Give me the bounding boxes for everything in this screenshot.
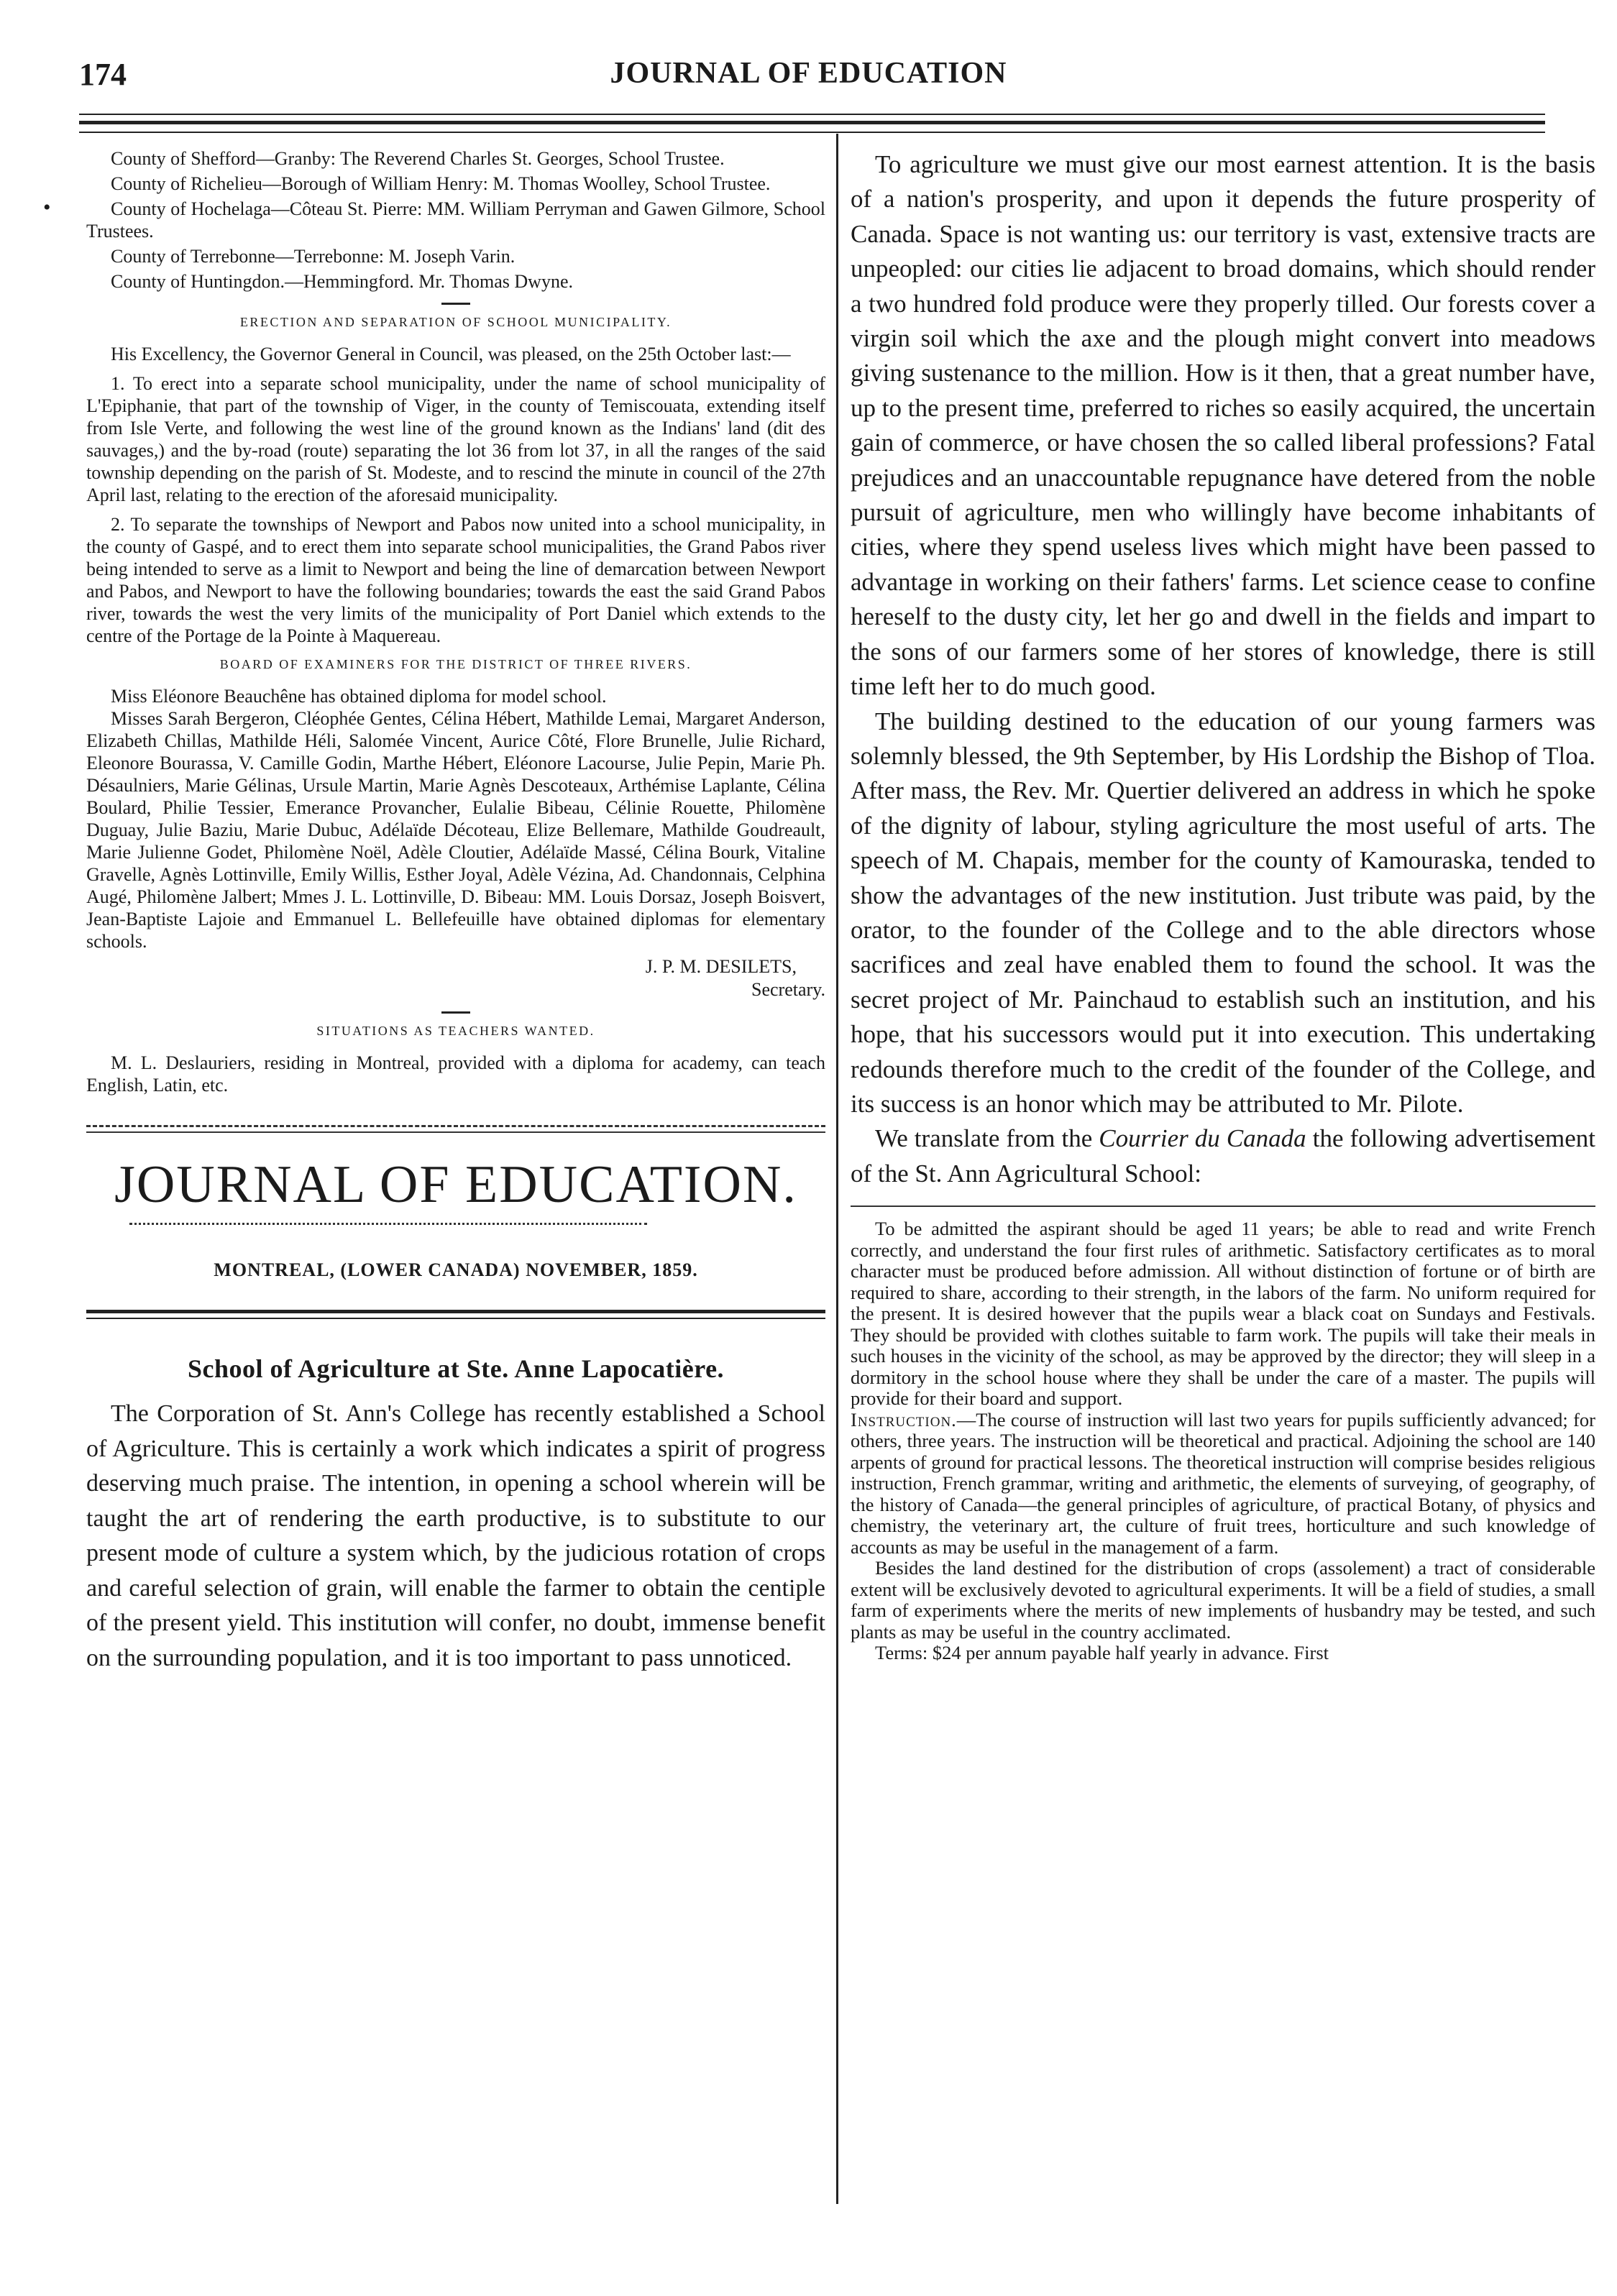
signature-name: J. P. M. DESILETS,	[645, 956, 797, 977]
header-rule	[79, 114, 1545, 115]
erection-item: 2. To separate the townships of Newport and Pabos now united into a school municipality, in the county of Gaspé, and to erect them into separate school municipalities, the Grand Pabos river being intended to serve as a limit to Newport and being the line of demarcation between Newport and Pabos, and Newport to have the following boundaries; towards the east the said Grand Pabos river, towards the west the very limits of the municipality of Port Daniel which extends to the centre of the Portage de la Pointe à Maquereau.	[86, 514, 825, 646]
column-divider	[836, 134, 838, 2204]
section-dash	[441, 1011, 470, 1014]
board-paragraph: Misses Sarah Bergeron, Cléophée Gentes, Célina Hébert, Mathilde Lemai, Margaret Anderson, Elizabeth Chillas, Mathilde Héli, Salomée Vincent, Aurice Côté, Flore Brunelle, Julie Richard, Eleonore Bourassa, V. Camille Godin, Marthe Hébert, Eléonore Lacourse, Julie Pepin, Marie Ph. Désaulniers, Marie Gélinas, Ursule Martin, Marie Agnès Descoteaux, Arthémise Laplante, Célina Boulard, Philie Tessier, Emerance Provancher, Eulalie Bibeau, Célinie Rouette, Philomène Duguay, Julie Baziu, Marie Dubuc, Adélaïde Décoteau, Elize Bellemare, Mathilde Goudreault, Marie Julienne Godet, Philomène Noël, Adèle Cloutier, Adélaïde Massé, Célina Bourk, Vitaline Gravelle, Agnès Lottinville, Emily Willis, Esther Joyal, Adèle Vézina, Ad. Chandonnais, Celphina Augé, Philomène Jalbert; Mmes J. L. Lottinville, D. Bibeau: MM. Louis Dorsaz, Joseph Boisvert, Jean-Baptiste Lajoie and Emmanuel L. Bellefeuille have obtained diplomas for elementary schools.	[86, 708, 825, 952]
advertisement-paragraph: To be admitted the aspirant should be aged 11 years; be able to read and write French correctly, and understand the four first rules of arithmetic. Satisfactory certificates as to moral character must be produced before admission. All without distinction of fortune or of birth are required to share, according to their strength, in the labors of the farm. No uniform required for the present. It is desired however that the pupils wear a black coat on Sundays and Festivals. They should be provided with clothes suitable to farm work. The pupils will take their meals in such houses in the vicinity of the school, as may be approved by the director; they will sleep in a dormitory in the school house where they shall be under the care of a master. The pupils will provide for their board and support.	[851, 1218, 1595, 1410]
dateline: MONTREAL, (LOWER CANADA) NOVEMBER, 1859.	[214, 1259, 698, 1280]
paragraph-text: —The course of instruction will last two years for pupils sufficiently advanced; for others, three years. The instruction will be theoretical and practical. Adjoining the school are 140 arpents of ground for practical lessons. The theoretical instruction will comprise besides religious instruction, French grammar, writing and arithmetic, the elements of surveying, of geography, of the history of Canada—the general principles of agriculture, of practical Botany, of physics and chemistry, the veterinary art, the culture of fruit trees, horticulture and such knowledge of accounts as may be useful in the management of a farm.	[851, 1408, 1595, 1558]
instruction-label: Instruction.	[851, 1408, 957, 1431]
article-title: School of Agriculture at Ste. Anne Lapocatière.	[187, 1354, 725, 1383]
appointment-entry: County of Terrebonne—Terrebonne: M. Joseph Varin.	[111, 246, 516, 267]
article-paragraph: The Corporation of St. Ann's College has recently established a School of Agriculture. This is certainly a work which indicates a spirit of progress deserving much praise. The intention, in opening a school wherein will be taught the art of rendering the earth productive, is to substitute to our present mode of culture a system which, by the judicious rotation of crops and careful selection of grain, will enable the farmer to obtain the centiple of the present yield. This institution will confer, no doubt, immense benefit on the surrounding population, and it is too important to pass unnoticed.	[86, 1400, 825, 1671]
header-rule-thick	[79, 121, 1545, 124]
advertisement-paragraph: Besides the land destined for the distribution of crops (assolement) a tract of considerable extent will be exclusively devoted to agricultural experiments. It will be a field of studies, a small farm of experiments where the merits of new implements of husbandry may be tested, and such plants as may be useful in the country acclimated.	[851, 1557, 1595, 1643]
masthead-ornament	[129, 1223, 647, 1225]
appointment-entry: County of Shefford—Granby: The Reverend Charles St. Georges, School Trustee.	[111, 148, 725, 169]
situations-heading: SITUATIONS AS TEACHERS WANTED.	[316, 1024, 595, 1038]
header-rule-thin	[79, 132, 1545, 133]
advertisement-paragraph	[851, 1410, 1595, 1558]
right-column	[851, 147, 1595, 1664]
article-paragraph: To agriculture we must give our most earnest attention. It is the basis of a nation's prosperity, and upon it depends the future prosperity of Canada. Space is not wanting us: our territory is vast, extensive tracts are unpeopled: our cities lie adjacent to broad domains, which should render a two hundred fold produce were they properly tilled. Our forests cover a virgin soil which the axe and the plough might convert into meadows giving sustenance to the million. How is it then, that a great number have, up to the present time, preferred to riches so easily acquired, the uncertain gain of commerce, or have chosen the so called liberal professions? Fatal prejudices and an unaccountable repugnance have detered from the noble pursuit of agriculture, men who willingly have become inhabitants of cities, where they spend useless lives which might have been passed to advantage in working on their fathers' farms. Let science cease to confine hereself to the dusty city, let her go and dwell in the fields and impart to the sons of our farmers some of her stores of knowledge, there is still time left her to do much good.	[851, 150, 1595, 701]
appointment-entry: County of Hochelaga—Côteau St. Pierre: MM. William Perryman and Gawen Gilmore, School Trustees.	[86, 198, 825, 242]
left-column	[86, 147, 825, 1676]
margin-mark: •	[43, 196, 51, 219]
masthead-title: JOURNAL OF EDUCATION.	[114, 1155, 797, 1214]
board-heading: BOARD OF EXAMINERS FOR THE DISTRICT OF THREE RIVERS.	[219, 657, 692, 671]
newspaper-name: Courrier du Canada	[1099, 1124, 1306, 1153]
masthead-bottom-rule	[86, 1310, 825, 1313]
erection-heading: ERECTION AND SEPARATION OF SCHOOL MUNICIPALITY.	[239, 315, 672, 329]
article-paragraph: The building destined to the education of our young farmers was solemnly blessed, the 9th September, by His Lordship the Bishop of Tloa. After mass, the Rev. Mr. Quertier delivered an address in which he spoke of the dignity of labour, styling agriculture the most useful of arts. The speech of M. Chapais, member for the county of Kamouraska, tended to show the advantages of the new institution. Just tribute was paid, by the orator, to the founder of the College and to the able directors whose sacrifices and zeal have enabled them to found the school. It was the secret project of Mr. Painchaud to establish such an institution, and his hope, that his successors would put it into execution. This undertaking redounds therefore much to the credit of the founder of the College, and its success is an honor which may be attributed to Mr. Pilote.	[851, 707, 1595, 1118]
paragraph-text: the following advertisement of the St. Ann Agricultural School:	[851, 1124, 1595, 1188]
masthead-bottom-rule-thin	[86, 1318, 825, 1319]
paragraph-text: We translate from the	[875, 1124, 1099, 1153]
signature-title: Secretary.	[751, 979, 825, 1000]
erection-intro: His Excellency, the Governor General in Council, was pleased, on the 25th October last:—	[111, 344, 791, 364]
running-head	[72, 56, 1545, 106]
page-number: 174	[79, 57, 127, 92]
board-paragraph: Miss Eléonore Beauchêne has obtained diploma for model school.	[111, 686, 607, 707]
masthead-rule	[86, 1125, 825, 1127]
erection-item: 1. To erect into a separate school municipality, under the name of school municipality of L'Epiphanie, that part of the township of Viger, in the county of Temiscouata, extending itself from Isle Verte, and following the west line of the ground known as the Indians' land (dit des sauvages,) and the by-road (route) separating the lot 36 from lot 37, in all the ranges of the said township depending on the parish of St. Modeste, and to rescind the minute in council of the 27th April last, relating to the erection of the aforesaid municipality.	[86, 373, 825, 505]
appointment-entry: County of Richelieu—Borough of William Henry: M. Thomas Woolley, School Trustee.	[111, 173, 771, 194]
situations-paragraph: M. L. Deslauriers, residing in Montreal, provided with a diploma for academy, can teach English, Latin, etc.	[86, 1052, 825, 1096]
article-paragraph	[851, 1121, 1595, 1191]
masthead-rule-solid	[86, 1131, 825, 1133]
section-dash	[441, 303, 470, 305]
appointment-entry: County of Huntingdon.—Hemmingford. Mr. Thomas Dwyne.	[111, 271, 573, 292]
quote-rule	[851, 1206, 1595, 1207]
running-title: JOURNAL OF EDUCATION	[610, 57, 1007, 90]
advertisement-paragraph: Terms: $24 per annum payable half yearly in advance. First	[875, 1642, 1329, 1664]
